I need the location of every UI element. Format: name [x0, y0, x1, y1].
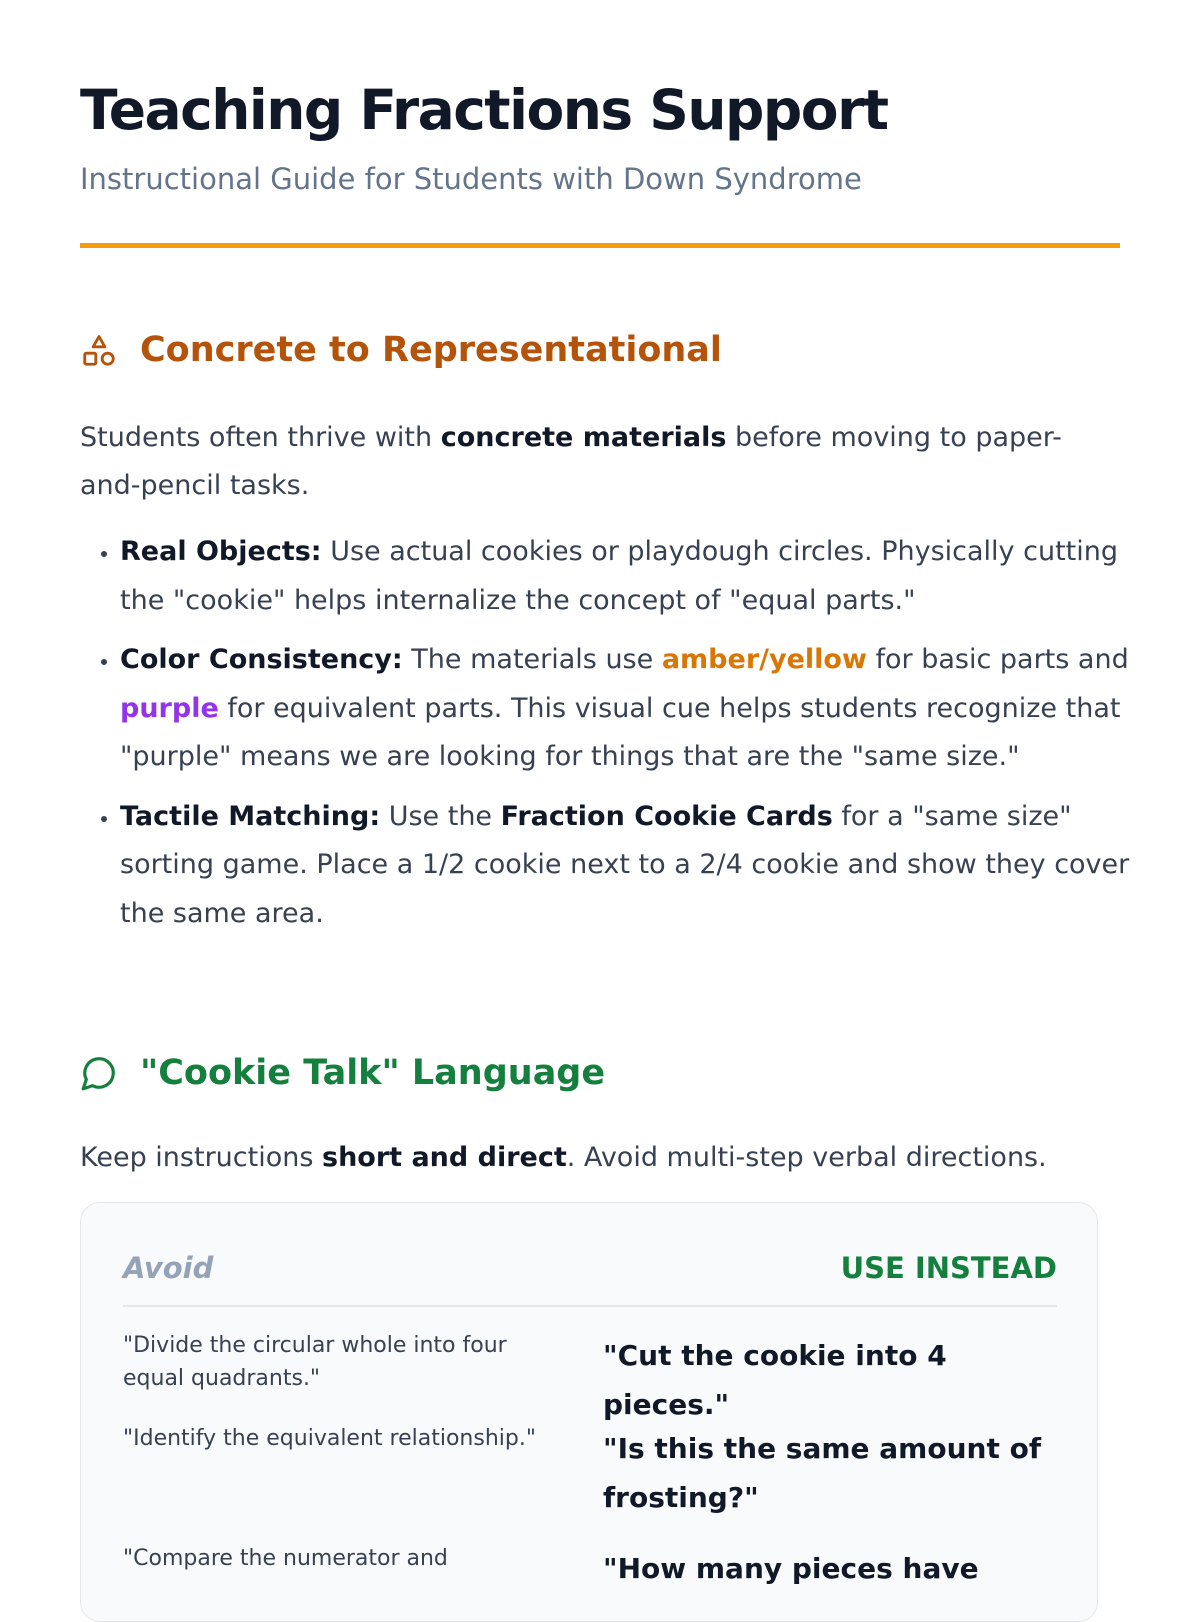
- language-comparison-card: [80, 1202, 1098, 1622]
- list-item-text: for equivalent parts. This visual cue helps students recognize that "purple" means we are looking for things that are the "same size.": [120, 692, 1121, 772]
- section-heading-text: Concrete to Representational: [140, 330, 722, 370]
- list-item: [120, 793, 1160, 939]
- list-item-text: for a "same size" sorting game. Place a 1/2 cookie next to a 2/4 cookie and show they cover the same area.: [120, 800, 1130, 929]
- avoid-column-header: Avoid: [123, 1251, 214, 1285]
- strategy-list: [80, 528, 1160, 949]
- intro-text: before moving to paper-and-pencil tasks.: [80, 422, 1062, 501]
- list-item: [120, 636, 1160, 782]
- intro-text: . Avoid multi-step verbal directions.: [566, 1142, 1047, 1173]
- use-phrase: "Cut the cookie into 4 pieces.": [603, 1339, 947, 1421]
- list-item-label: Color Consistency:: [120, 644, 403, 675]
- amber-highlight: amber/yellow: [661, 644, 867, 675]
- avoid-phrase: "Identify the equivalent relationship.": [123, 1426, 536, 1451]
- comparison-header: [123, 1247, 1057, 1307]
- avoid-phrase: "Divide the circular whole into four equal quadrants.": [123, 1333, 507, 1391]
- list-item-label: Tactile Matching:: [120, 800, 381, 832]
- list-item: [120, 528, 1160, 625]
- list-item-text: Use the: [380, 800, 501, 832]
- avoid-phrase: "Compare the numerator and: [123, 1546, 448, 1571]
- use-phrase: "How many pieces have: [603, 1552, 979, 1585]
- intro-emphasis: concrete materials: [440, 422, 727, 453]
- list-item-label: Real Objects:: [120, 536, 322, 567]
- section-heading-text: "Cookie Talk" Language: [140, 1053, 606, 1093]
- list-item-emphasis: Fraction Cookie Cards: [500, 800, 833, 832]
- section-concrete-heading: [80, 330, 722, 370]
- header-divider: [80, 243, 1120, 248]
- intro-text: Students often thrive with: [80, 422, 441, 453]
- shapes-icon: [80, 331, 118, 369]
- section-concrete-intro: [80, 414, 1120, 510]
- section-cookie-talk-heading: [80, 1053, 605, 1093]
- page-title: Teaching Fractions Support: [80, 78, 888, 142]
- section-cookie-talk-intro: [80, 1134, 1120, 1182]
- purple-highlight: purple: [120, 692, 219, 724]
- intro-emphasis: short and direct: [322, 1142, 567, 1173]
- list-item-text: The materials use: [402, 644, 662, 675]
- use-phrase: "Is this the same amount of frosting?": [603, 1432, 1042, 1514]
- speech-bubble-icon: [80, 1054, 118, 1092]
- list-item-text: Use actual cookies or playdough circles. Physically cutting the "cookie" helps internalize the concept of "equal parts.": [120, 536, 1119, 616]
- list-item-text: for basic parts and: [866, 644, 1129, 675]
- page-subtitle: Instructional Guide for Students with Down Syndrome: [80, 162, 862, 196]
- use-instead-column-header: USE INSTEAD: [840, 1251, 1057, 1285]
- intro-text: Keep instructions: [80, 1142, 322, 1173]
